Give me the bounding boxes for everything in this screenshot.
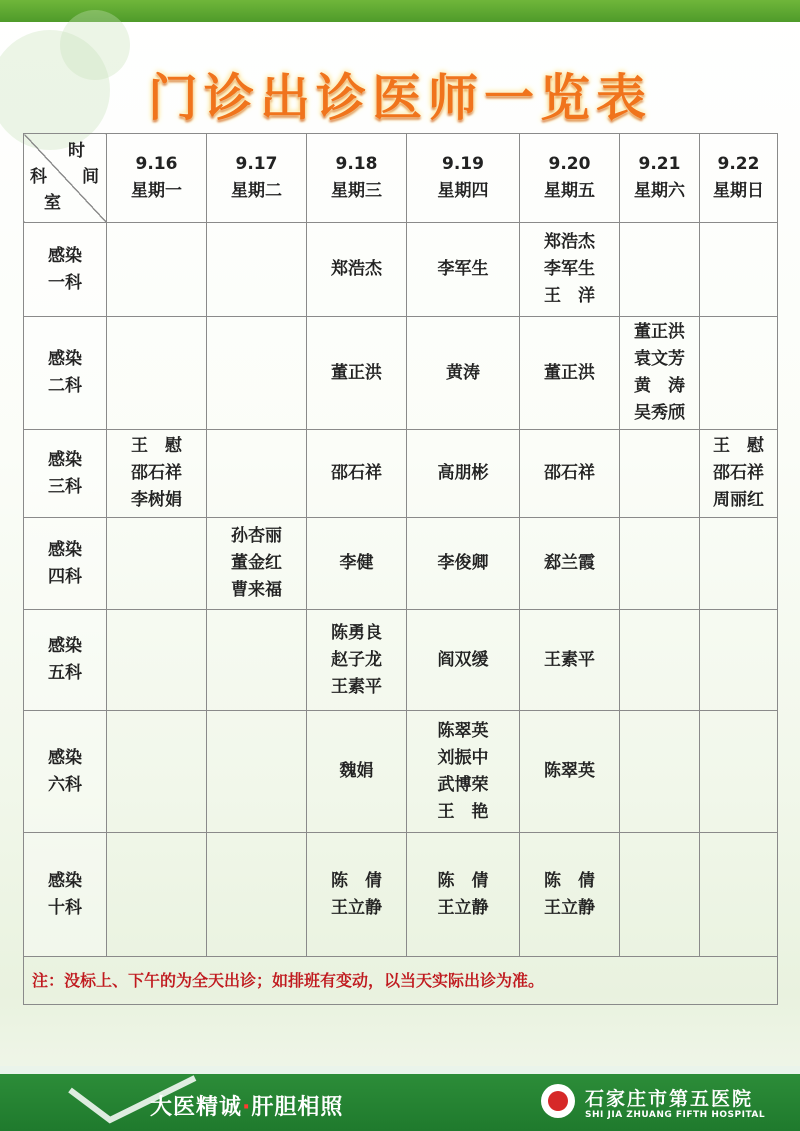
schedule-cell: 阎双缓 <box>407 610 520 711</box>
schedule-table <box>23 133 778 1005</box>
schedule-cell: 邵石祥 <box>307 430 407 518</box>
schedule-cell <box>207 223 307 317</box>
schedule-cell: 李军生 <box>407 223 520 317</box>
day-date: 9.16 <box>135 154 178 174</box>
slogan-dot: · <box>242 1095 252 1120</box>
schedule-cell <box>207 711 307 833</box>
schedule-cell <box>207 610 307 711</box>
day-weekday: 星期日 <box>713 181 764 201</box>
day-date: 9.22 <box>717 154 760 174</box>
schedule-cell <box>107 610 207 711</box>
schedule-cell: 陈 倩 王立静 <box>520 833 620 957</box>
schedule-cell <box>107 518 207 610</box>
table-row <box>24 317 778 430</box>
schedule-cell <box>700 317 778 430</box>
schedule-cell <box>620 833 700 957</box>
corner-time-top: 时 <box>68 141 85 161</box>
hospital-name: 石家庄市第五医院 <box>585 1088 754 1110</box>
hospital-slogan <box>150 1090 343 1121</box>
schedule-cell: 董正洪 <box>520 317 620 430</box>
day-weekday: 星期一 <box>131 181 182 201</box>
day-date: 9.17 <box>235 154 278 174</box>
schedule-cell <box>107 317 207 430</box>
schedule-cell: 王素平 <box>520 610 620 711</box>
schedule-cell <box>700 518 778 610</box>
schedule-cell <box>700 711 778 833</box>
schedule-cell <box>700 610 778 711</box>
header-row <box>24 134 778 223</box>
slogan-left: 大医精诚 <box>150 1095 243 1120</box>
corner-cell <box>24 134 107 223</box>
schedule-cell: 郄兰霞 <box>520 518 620 610</box>
table-row <box>24 833 778 957</box>
dept-cell: 感染 二科 <box>24 317 107 430</box>
dept-cell: 感染 四科 <box>24 518 107 610</box>
dept-cell: 感染 一科 <box>24 223 107 317</box>
hospital-logo-icon <box>541 1084 575 1118</box>
schedule-cell: 陈 倩 王立静 <box>307 833 407 957</box>
schedule-cell <box>700 833 778 957</box>
schedule-cell <box>207 833 307 957</box>
dept-cell: 感染 十科 <box>24 833 107 957</box>
note-row <box>24 957 778 1005</box>
day-weekday: 星期三 <box>331 181 382 201</box>
day-date: 9.20 <box>548 154 591 174</box>
slogan-right: 肝胆相照 <box>251 1095 344 1120</box>
table-row <box>24 430 778 518</box>
schedule-cell <box>700 223 778 317</box>
schedule-note: 注：没标上、下午的为全天出诊；如排班有变动，以当天实际出诊为准。 <box>24 957 778 1005</box>
table-row <box>24 223 778 317</box>
schedule-cell <box>107 711 207 833</box>
schedule-cell: 陈 倩 王立静 <box>407 833 520 957</box>
page-title: 门诊出诊医师一览表 <box>148 69 652 127</box>
schedule-cell: 邵石祥 <box>520 430 620 518</box>
table-row <box>24 518 778 610</box>
day-date: 9.19 <box>442 154 484 174</box>
schedule-cell <box>207 317 307 430</box>
schedule-cell <box>207 430 307 518</box>
schedule-cell <box>620 711 700 833</box>
schedule-cell: 郑浩杰 <box>307 223 407 317</box>
schedule-cell: 陈翠英 刘振中 武博荣 王 艳 <box>407 711 520 833</box>
schedule-cell <box>620 430 700 518</box>
day-date: 9.18 <box>335 154 378 174</box>
schedule-cell: 魏娟 <box>307 711 407 833</box>
day-header <box>107 134 207 223</box>
schedule-cell: 郑浩杰 李军生 王 洋 <box>520 223 620 317</box>
table-row <box>24 711 778 833</box>
dept-cell: 感染 五科 <box>24 610 107 711</box>
schedule-cell: 王 慰 邵石祥 周丽红 <box>700 430 778 518</box>
day-weekday: 星期二 <box>231 181 282 201</box>
corner-dept-bottom: 室 <box>44 193 61 213</box>
schedule-cell: 孙杏丽 董金红 曹来福 <box>207 518 307 610</box>
dept-cell: 感染 六科 <box>24 711 107 833</box>
day-header <box>700 134 778 223</box>
day-header <box>620 134 700 223</box>
top-band <box>0 0 800 22</box>
corner-time-bottom: 间 <box>82 167 99 187</box>
schedule-cell: 董正洪 <box>307 317 407 430</box>
day-header <box>307 134 407 223</box>
schedule-cell: 黄涛 <box>407 317 520 430</box>
day-weekday: 星期五 <box>544 181 595 201</box>
table-row <box>24 610 778 711</box>
schedule-cell: 李健 <box>307 518 407 610</box>
schedule-cell <box>620 223 700 317</box>
dept-cell: 感染 三科 <box>24 430 107 518</box>
schedule-cell <box>107 833 207 957</box>
schedule-cell <box>620 518 700 610</box>
day-header <box>207 134 307 223</box>
schedule-cell <box>620 610 700 711</box>
schedule-cell: 李俊卿 <box>407 518 520 610</box>
day-header <box>520 134 620 223</box>
schedule-cell: 陈翠英 <box>520 711 620 833</box>
hospital-name-en: SHI JIA ZHUANG FIFTH HOSPITAL <box>585 1110 766 1120</box>
day-date: 9.21 <box>638 154 681 174</box>
schedule-cell: 高朋彬 <box>407 430 520 518</box>
day-header <box>407 134 520 223</box>
day-weekday: 星期四 <box>437 181 489 201</box>
corner-dept-top: 科 <box>30 167 47 187</box>
schedule-cell: 陈勇良 赵子龙 王素平 <box>307 610 407 711</box>
schedule-cell: 董正洪 袁文芳 黄 涛 吴秀颀 <box>620 317 700 430</box>
day-weekday: 星期六 <box>634 181 685 201</box>
schedule-cell: 王 慰 邵石祥 李树娟 <box>107 430 207 518</box>
schedule-cell <box>107 223 207 317</box>
